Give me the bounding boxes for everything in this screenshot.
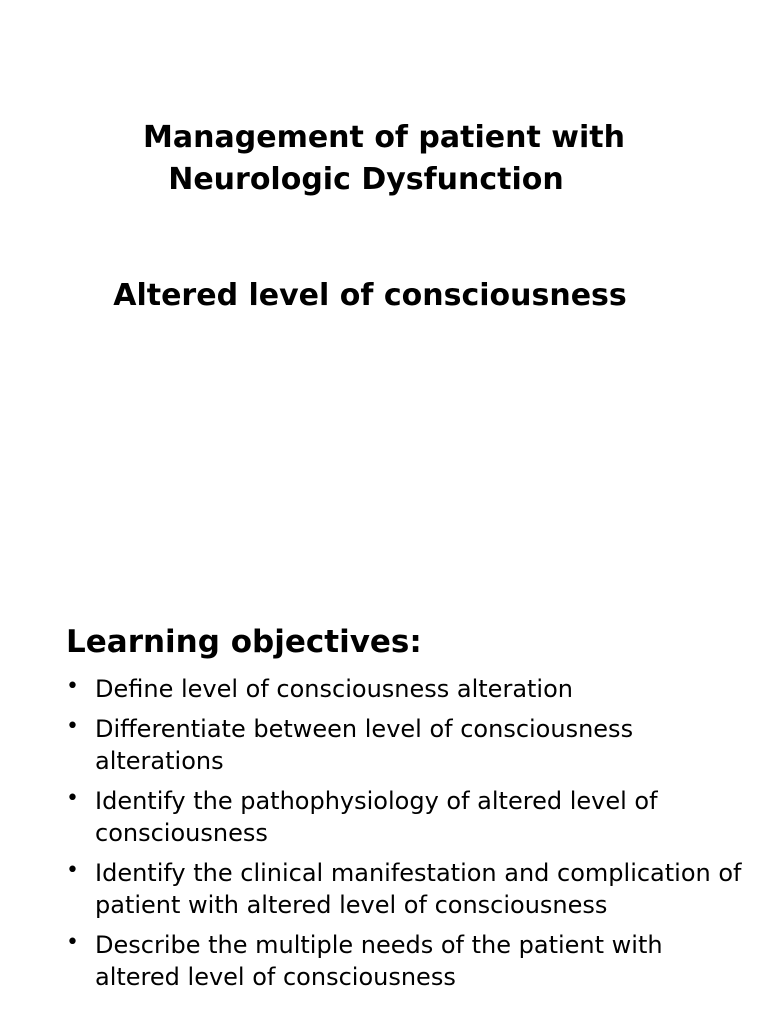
objective-text: Describe the multiple needs of the patient with altered level of consciousness (95, 931, 663, 991)
subtitle-text: Altered level of consciousness (113, 278, 627, 313)
bullet-icon: • (66, 858, 79, 883)
bullet-icon: • (66, 674, 79, 699)
list-item (66, 713, 746, 777)
title-line-2: Neurologic Dysfunction (168, 162, 564, 197)
list-item (66, 673, 746, 705)
list-item (66, 785, 746, 849)
list-item (66, 857, 746, 921)
subtitle (0, 275, 768, 317)
page-title (0, 117, 768, 201)
objectives-list (66, 673, 746, 1001)
bullet-icon: • (66, 786, 79, 811)
objectives-heading: Learning objectives: (66, 624, 422, 660)
objective-text: Differentiate between level of consciousness alterations (95, 715, 634, 775)
objective-text: Define level of consciousness alteration (95, 675, 573, 703)
objective-text: Identify the clinical manifestation and complication of patient with altered level of consciousness (95, 859, 742, 919)
objective-text: Identify the pathophysiology of altered level of consciousness (95, 787, 658, 847)
title-line-1: Management of patient with (143, 120, 625, 155)
list-item (66, 929, 746, 993)
bullet-icon: • (66, 714, 79, 739)
bullet-icon: • (66, 930, 79, 955)
